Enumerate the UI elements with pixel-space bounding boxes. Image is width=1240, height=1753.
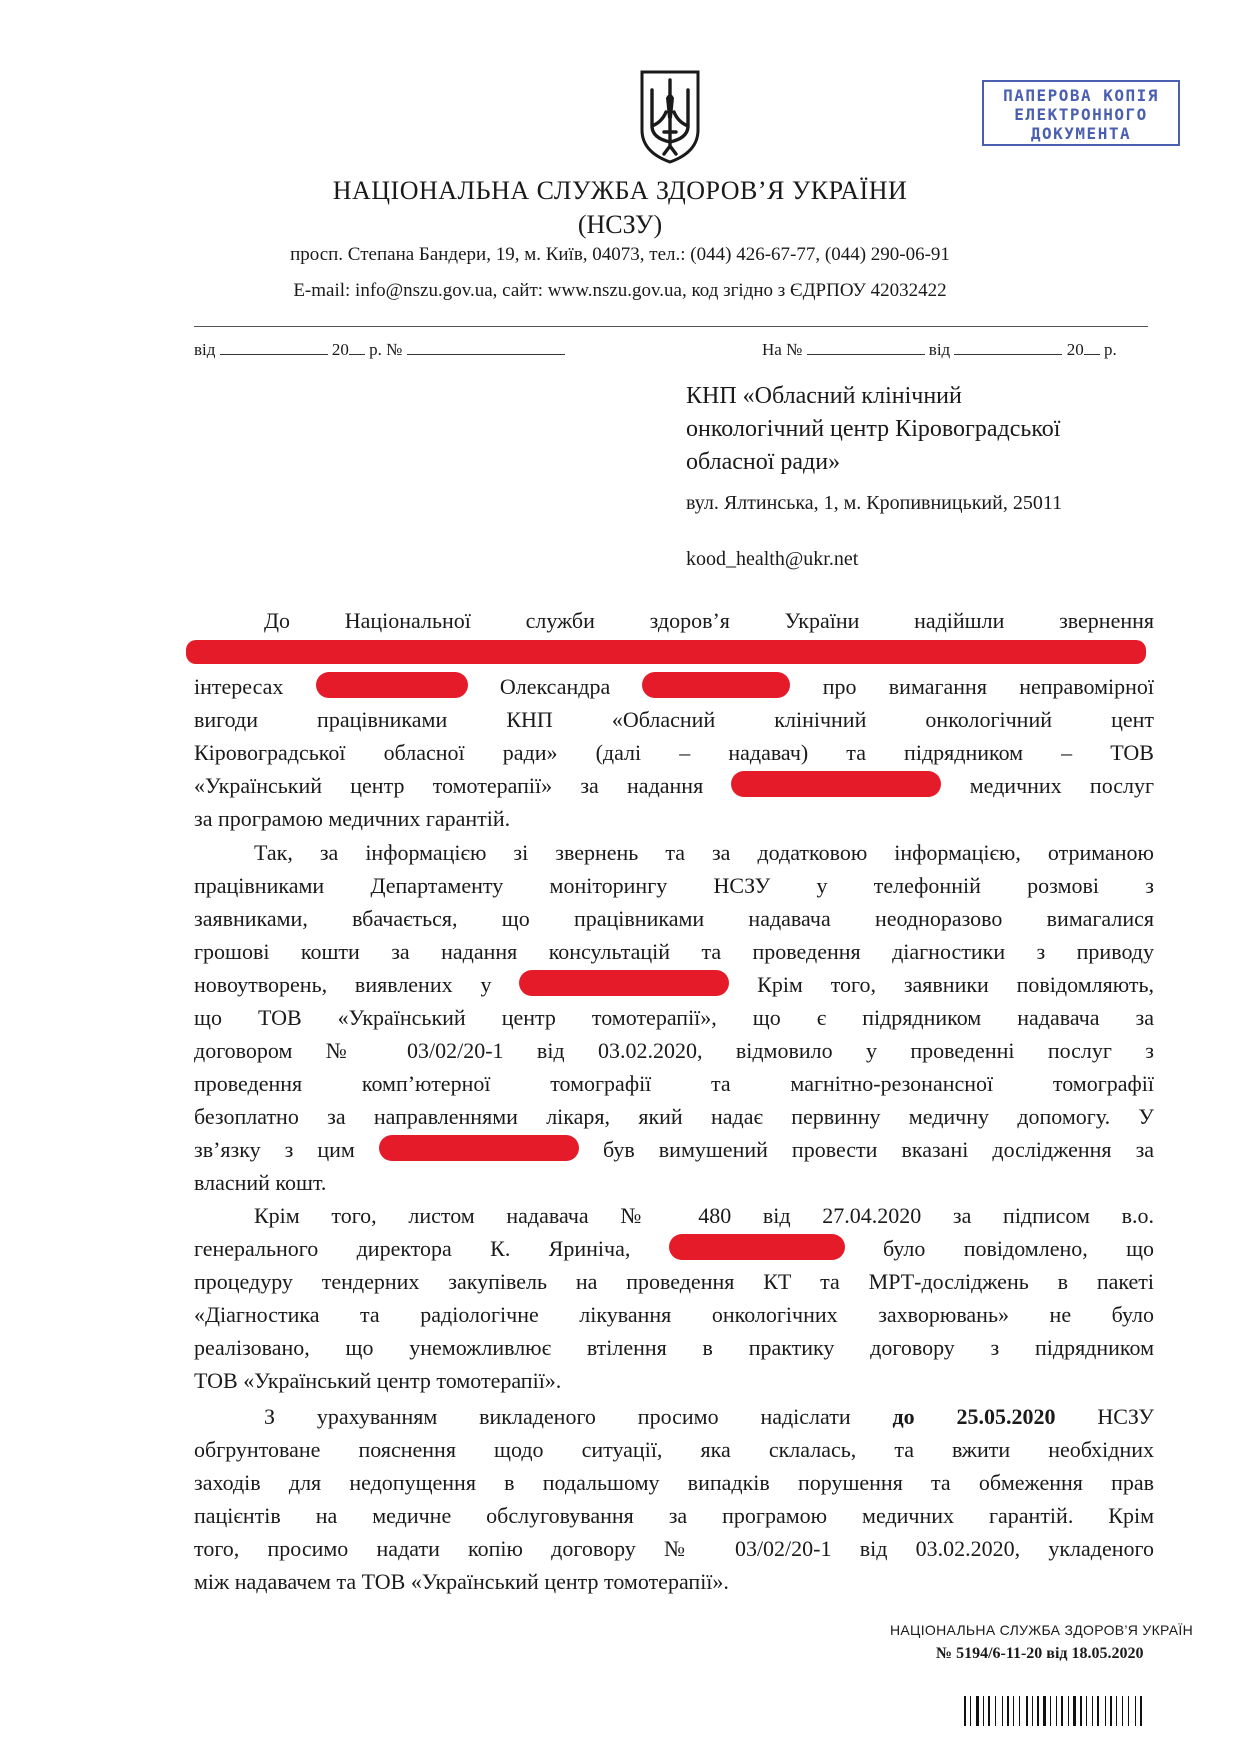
recipient-email: kood_health@ukr.net [686,548,859,570]
body-line: договором № 03/02/20-1 від 03.02.2020, відмовило у проведенні послуг з [194,1038,1154,1063]
coat-of-arms-icon [636,68,704,164]
redaction-mark [669,1234,845,1260]
barcode-bar [1013,1696,1014,1726]
barcode-bar [995,1696,996,1726]
year-blank [349,340,365,355]
barcode-bar [1037,1696,1039,1726]
footer-organization: НАЦІОНАЛЬНА СЛУЖБА ЗДОРОВ’Я УКРАЇН [890,1622,1193,1638]
recipient-name-line: КНП «Обласний клінічний [686,383,962,409]
number-label: р. № [369,340,403,359]
organization-abbreviation: (НСЗУ) [577,210,663,239]
redaction-mark [519,970,729,996]
redaction-mark [316,672,468,698]
body-line: працівниками Департаменту моніторингу НСЗУ у телефонній розмові з [194,873,1154,898]
body-line: безоплатно за направленнями лікаря, який надає первинну медичну допомогу. У [194,1104,1154,1129]
recipient-name-line: обласної ради» [686,449,841,475]
barcode-bar [1135,1696,1136,1726]
paper-copy-stamp [982,80,1180,146]
barcode-bar [983,1696,984,1726]
header-divider [194,326,1148,327]
to-date-blank [954,340,1062,355]
stamp-line: ПАПЕРОВА КОПІЯ [1003,86,1159,105]
registration-number: № 5194/6-11-20 від 18.05.2020 [936,1645,1144,1662]
year-prefix: 20 [331,340,349,359]
recipient-name-line: онкологічний центр Кіровоградської [686,416,1061,442]
body-line: що ТОВ «Український центр томотерапії», що є підрядником надавача за [194,1005,1154,1030]
barcode-bar [1073,1696,1076,1726]
body-line: грошові кошти за надання консультацій та проведення діагностики з приводу [194,939,1154,964]
body-line: вигоди працівниками КНП «Обласний клінічний онкологічний цент [194,707,1154,732]
barcode-bar [1043,1696,1046,1726]
barcode-bar [1092,1696,1093,1726]
body-line: «Український центр томотерапії» за надання медичних послуг [194,773,1155,798]
barcode-bar [1068,1696,1069,1726]
to-from-label: від [928,340,951,359]
body-line: процедуру тендерних закупівель на проведення КТ та МРТ-досліджень в пакеті [194,1269,1154,1294]
barcode-bar [1105,1696,1106,1726]
redaction-mark [642,672,790,698]
stamp-line: ДОКУМЕНТА [1030,124,1132,143]
barcode-bar [1002,1696,1003,1726]
organization-address: просп. Степана Бандери, 19, м. Київ, 04073, тел.: (044) 426-67-77, (044) 290-06-91 [290,244,950,265]
to-label: На № [762,340,803,359]
organization-name: НАЦІОНАЛЬНА СЛУЖБА ЗДОРОВ’Я УКРАЇНИ [332,176,908,205]
body-line: обгрунтоване пояснення щодо ситуації, яка склалась, та вжити необхідних [194,1437,1154,1462]
barcode-bar [1097,1696,1099,1726]
barcode-bar [1007,1696,1009,1726]
barcode-icon [964,1696,1184,1726]
body-line: «Діагностика та радіологічне лікування онкологічних захворювань» не було [194,1302,1154,1327]
body-line: Крім того, листом надавача № 480 від 27.04.2020 за підписом в.о. [254,1203,1154,1228]
barcode-bar [1110,1696,1112,1726]
barcode-bar [1050,1696,1051,1726]
barcode-bar [1019,1696,1020,1726]
body-line: заявниками, вбачається, що працівниками надавача неодноразово вимагалися [194,906,1154,931]
incoming-reference [762,340,1117,360]
number-blank [407,340,565,355]
barcode-bar [1032,1696,1033,1726]
barcode-bar [1086,1696,1087,1726]
to-year-prefix: 20 [1066,340,1084,359]
redaction-mark [731,771,941,797]
body-line: ТОВ «Український центр томотерапії». [194,1368,562,1393]
redaction-mark [379,1135,579,1161]
barcode-bar [1061,1696,1063,1726]
barcode-bar [1122,1696,1123,1726]
body-line: заходів для недопущення в подальшому випадків порушення та обмеження прав [194,1470,1154,1495]
body-line: З урахуванням викладеного просимо надіслати до 25.05.2020 НСЗУ [264,1404,1154,1429]
barcode-bar [976,1696,979,1726]
to-year-blank [1084,340,1100,355]
barcode-bar [1140,1696,1142,1726]
to-year-suffix: р. [1103,340,1117,359]
body-line: реалізовано, що унеможливлює втілення в практику договору з підрядником [194,1335,1154,1360]
body-line: за програмою медичних гарантій. [194,806,511,831]
body-line: того, просимо надати копію договору № 03/02/20-1 від 03.02.2020, укладеного [194,1536,1154,1561]
body-line: Так, за інформацією зі звернень та за додатковою інформацією, отриманою [254,840,1154,865]
barcode-bar [1080,1696,1082,1726]
body-line: новоутворень, виявлених у Крім того, заявники повідомляють, [194,972,1155,997]
from-label: від [194,340,216,359]
body-line: проведення комп’ютерної томографії та магнітно-резонансної томографії [194,1071,1154,1096]
barcode-bar [1128,1696,1129,1726]
outgoing-reference [194,340,565,360]
body-line: генерального директора К. Яриніча, було повідомлено, що [194,1236,1155,1261]
to-number-blank [807,340,925,355]
body-line: інтересах Олександра про вимагання неправомірної [194,674,1155,699]
redaction-mark [186,640,1146,664]
stamp-line: ЕЛЕКТРОННОГО [1014,105,1148,124]
organization-contacts: E-mail: info@nszu.gov.ua, сайт: www.nszu.gov.ua, код згідно з ЄДРПОУ 42032422 [293,280,947,301]
date-blank [220,340,328,355]
body-line: зв’язку з цим був вимушений провести вказані дослідження за [194,1137,1155,1162]
body-line: Кіровоградської обласної ради» (далі – надавач) та підрядником – ТОВ [194,740,1154,765]
body-line: До Національної служби здоров’я України надійшли звернення [264,608,1154,633]
barcode-bar [1056,1696,1057,1726]
barcode-bar [1026,1696,1028,1726]
recipient-address: вул. Ялтинська, 1, м. Кропивницький, 25011 [686,492,1063,514]
barcode-bar [1116,1696,1117,1726]
barcode-bar [964,1696,966,1726]
body-line: власний кошт. [194,1170,327,1195]
deadline-date: до 25.05.2020 [892,1404,1056,1429]
barcode-bar [988,1696,990,1726]
body-line: пацієнтів на медичне обслуговування за програмою медичних гарантій. Крім [194,1503,1154,1528]
body-line: між надавачем та ТОВ «Український центр томотерапії». [194,1569,729,1594]
barcode-bar [970,1696,971,1726]
